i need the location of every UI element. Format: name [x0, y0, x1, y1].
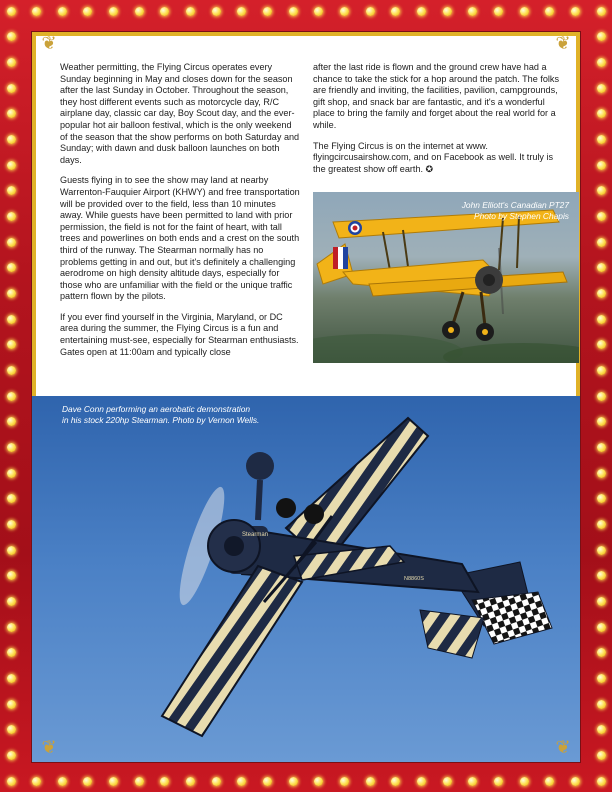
marquee-bulb	[340, 7, 349, 16]
marquee-bulb	[263, 7, 272, 16]
marquee-bulb	[314, 777, 323, 786]
marquee-bulb	[7, 32, 16, 41]
marquee-bulb	[83, 7, 92, 16]
marquee-bulb	[314, 7, 323, 16]
marquee-bulb	[597, 546, 606, 555]
pt27-photo-caption: John Elliott's Canadian PT27 Photo by Stephen Chapis	[461, 200, 569, 221]
marquee-bulb	[186, 7, 195, 16]
marquee-bulb	[7, 212, 16, 221]
marquee-bulb	[237, 7, 246, 16]
article-column-2	[313, 62, 561, 184]
marquee-bulb	[597, 161, 606, 170]
marquee-bulb	[597, 623, 606, 632]
marquee-bulb	[7, 7, 16, 16]
marquee-bulb	[7, 161, 16, 170]
marquee-bulb	[597, 725, 606, 734]
stearman-photo	[32, 396, 580, 762]
marquee-bulb	[494, 7, 503, 16]
marquee-bulb	[597, 186, 606, 195]
registration-lettering: N8860S	[404, 576, 424, 582]
marquee-bulb	[597, 392, 606, 401]
marquee-bulb	[289, 777, 298, 786]
marquee-bulb	[597, 469, 606, 478]
marquee-bulb	[7, 777, 16, 786]
marquee-bulb	[7, 443, 16, 452]
marquee-bulb	[7, 674, 16, 683]
marquee-bulb	[7, 417, 16, 426]
marquee-bulb	[597, 58, 606, 67]
marquee-bulb	[7, 392, 16, 401]
marquee-bulb	[597, 366, 606, 375]
marquee-bulb	[7, 109, 16, 118]
marquee-bulb	[597, 520, 606, 529]
marquee-bulb	[597, 238, 606, 247]
paragraph: Guests flying in to see the show may land at nearby Warrenton-Fauquier Airport (KHWY) and free transportation will be provided over to the field, less than 10 minutes away. While guests have been permitted to land with prior permission, the field is not for the faint of heart, with tall trees and powerlines on both ends and a crest on the south third of the runway. The Stearman normally has no problems getting in and out, but it's definitely a challenging aerodrome on high density altitude days, especially for those who are unfamiliar with the field or the unique traffic pattern flown by the pilots.	[60, 175, 300, 302]
marquee-bulb	[32, 7, 41, 16]
marquee-bulb	[7, 751, 16, 760]
marquee-bulb	[7, 263, 16, 272]
marquee-bulb	[597, 417, 606, 426]
marquee-bulb	[7, 725, 16, 734]
corner-ornament-icon: ❦	[555, 737, 571, 758]
marquee-bulb	[32, 777, 41, 786]
marquee-bulb	[7, 597, 16, 606]
marquee-bulb	[597, 700, 606, 709]
stearman-biplane-illustration	[32, 396, 580, 762]
marquee-bulb	[520, 7, 529, 16]
marquee-bulb	[7, 648, 16, 657]
marquee-bulb	[160, 7, 169, 16]
corner-ornament-icon: ❦	[41, 737, 57, 758]
marquee-bulb	[597, 7, 606, 16]
marquee-bulb	[597, 597, 606, 606]
marquee-bulb	[597, 32, 606, 41]
marquee-bulb	[443, 777, 452, 786]
paragraph: Weather permitting, the Flying Circus operates every Sunday beginning in May and closes down for the season after the last Sunday in October. Throughout the season, they host different events such as motorcycle day, R/C airplane day, classic car day, Boy Scout day, and the ever-popular hot air balloon festival, which is the only weekend of the season that the show performs on both Saturday and Sunday; with dawn and dusk balloon launches on both days.	[60, 62, 300, 165]
marquee-bulb	[417, 7, 426, 16]
marquee-bulb	[571, 7, 580, 16]
marquee-bulb	[109, 777, 118, 786]
marquee-bulb	[83, 777, 92, 786]
marquee-bulb	[520, 777, 529, 786]
pt27-photo	[313, 192, 579, 363]
marquee-bulb	[366, 777, 375, 786]
marquee-bulb	[340, 777, 349, 786]
marquee-bulb	[597, 648, 606, 657]
corner-ornament-icon: ❦	[41, 33, 57, 54]
marquee-bulb	[597, 263, 606, 272]
marquee-bulb	[443, 7, 452, 16]
marquee-bulb	[7, 546, 16, 555]
marquee-bulb	[7, 238, 16, 247]
paragraph: after the last ride is flown and the ground crew have had a chance to take the stick for a hop around the patch. The folks are friendly and inviting, the facilities, pavilion, campgrounds, gift shop, and snack bar are fantastic, and it's a wonderful place to bring the family and forget about the real world for a while.	[313, 62, 560, 130]
marquee-bulb	[7, 340, 16, 349]
marquee-bulb	[597, 84, 606, 93]
marquee-bulb	[212, 777, 221, 786]
marquee-bulb	[135, 777, 144, 786]
marquee-bulb	[597, 212, 606, 221]
marquee-bulb	[186, 777, 195, 786]
marquee-bulb	[7, 186, 16, 195]
marquee-bulb	[597, 777, 606, 786]
corner-ornament-icon: ❦	[555, 33, 571, 54]
paragraph: If you ever find yourself in the Virginia, Maryland, or DC area during the summer, the Flying Circus is a fun and entertaining must-see, especially for Stearman enthusiasts. Gates open at 11:00am and typically close	[60, 311, 299, 357]
marquee-bulb	[597, 443, 606, 452]
marquee-bulb	[7, 289, 16, 298]
marquee-bulb	[545, 777, 554, 786]
marquee-bulb	[7, 315, 16, 324]
marquee-bulb	[263, 777, 272, 786]
marquee-bulb	[289, 7, 298, 16]
marquee-bulb	[597, 135, 606, 144]
marquee-bulb	[545, 7, 554, 16]
marquee-bulb	[7, 494, 16, 503]
marquee-bulb	[7, 84, 16, 93]
marquee-bulb	[597, 751, 606, 760]
marquee-bulb	[7, 135, 16, 144]
marquee-bulb	[7, 571, 16, 580]
marquee-bulb	[597, 289, 606, 298]
marquee-bulb	[597, 571, 606, 580]
marquee-bulb	[494, 777, 503, 786]
marquee-bulb	[7, 469, 16, 478]
paragraph: The Flying Circus is on the internet at www. flyingcircusairshow.com, and on Facebook as well. It truly is the greatest show off earth. ✪	[313, 140, 554, 174]
marquee-bulb	[597, 674, 606, 683]
marquee-bulb	[237, 777, 246, 786]
marquee-bulb	[135, 7, 144, 16]
marquee-bulb	[212, 7, 221, 16]
marquee-bulb	[597, 340, 606, 349]
marquee-bulb	[468, 777, 477, 786]
marquee-bulb	[7, 623, 16, 632]
marquee-bulb	[417, 777, 426, 786]
marquee-bulb	[7, 366, 16, 375]
marquee-bulb	[571, 777, 580, 786]
marquee-bulb	[58, 777, 67, 786]
marquee-bulb	[391, 7, 400, 16]
marquee-bulb	[7, 700, 16, 709]
article-column-1	[60, 62, 300, 367]
cowl-lettering: Stearman	[242, 532, 269, 538]
marquee-bulb	[597, 494, 606, 503]
marquee-bulb	[109, 7, 118, 16]
marquee-bulb	[7, 520, 16, 529]
marquee-bulb	[366, 7, 375, 16]
marquee-bulb	[597, 315, 606, 324]
marquee-bulb	[7, 58, 16, 67]
marquee-bulb	[391, 777, 400, 786]
marquee-bulb	[160, 777, 169, 786]
stearman-photo-caption: Dave Conn performing an aerobatic demonstration in his stock 220hp Stearman. Photo by Vernon Wells.	[62, 404, 260, 425]
marquee-bulb	[597, 109, 606, 118]
marquee-bulb	[58, 7, 67, 16]
marquee-bulb	[468, 7, 477, 16]
